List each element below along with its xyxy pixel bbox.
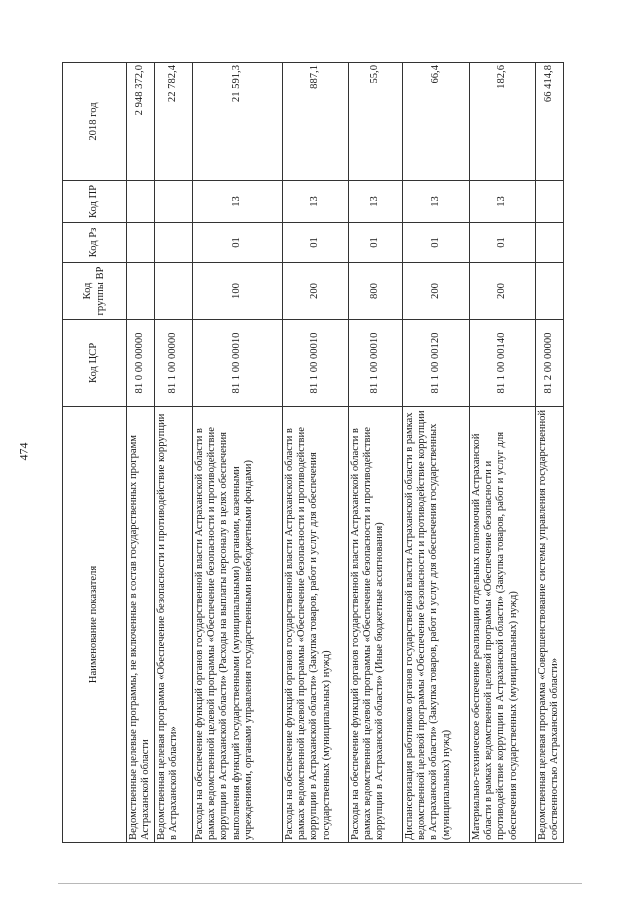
cell-vr <box>127 263 155 320</box>
table-header-row <box>63 63 127 843</box>
cell-pr: 13 <box>470 181 536 223</box>
cell-csr: 81 1 00 00010 <box>349 320 403 407</box>
header-csr: Код ЦСР <box>63 320 127 407</box>
cell-amount: 66,4 <box>403 63 470 181</box>
budget-table <box>62 62 564 843</box>
cell-amount: 55,0 <box>349 63 403 181</box>
cell-rz <box>127 223 155 263</box>
cell-vr: 200 <box>470 263 536 320</box>
cell-csr: 81 0 00 00000 <box>127 320 155 407</box>
table-row <box>127 63 155 843</box>
cell-name: Ведомственные целевые программы, не включенные в состав государственных программ Астраханской области <box>127 407 155 843</box>
cell-vr <box>536 263 564 320</box>
rotated-table-container <box>62 63 559 843</box>
table-row <box>403 63 470 843</box>
table-row <box>155 63 193 843</box>
cell-amount: 21 591,3 <box>193 63 283 181</box>
cell-pr: 13 <box>349 181 403 223</box>
cell-name: Диспансеризация работников органов государственной власти Астраханской области в рамках ведомственной целевой программы «Обеспечение безопасности и противодействие коррупции в Астраханской области» (Закупка товаров, работ и услуг для обеспечения государственных (муниципальных) нужд) <box>403 407 470 843</box>
cell-name: Расходы на обеспечение функций органов государственной власти Астраханской области в рамках ведомственной целевой программы «Обеспечение безопасности и противодействие коррупции в Астраханской области» (Расходы на выплаты персоналу в целях обеспечения выполнения функций государственными (муниципальными) органами, казенными учреждениями, органами управления государственными внебюджетными фондами) <box>193 407 283 843</box>
cell-vr: 800 <box>349 263 403 320</box>
cell-rz: 01 <box>403 223 470 263</box>
cell-csr: 81 2 00 00000 <box>536 320 564 407</box>
header-pr: Код ПР <box>63 181 127 223</box>
cell-csr: 81 1 00 00140 <box>470 320 536 407</box>
scan-edge-line <box>58 883 582 884</box>
cell-name: Ведомственная целевая программа «Совершенствование системы управления государственной собственностью Астраханской области» <box>536 407 564 843</box>
table-row <box>536 63 564 843</box>
table-row <box>470 63 536 843</box>
cell-vr: 100 <box>193 263 283 320</box>
cell-name: Расходы на обеспечение функций органов государственной власти Астраханской области в рамках ведомственной целевой программы «Обеспечение безопасности и противодействие коррупции в Астраханской области» (Закупка товаров, работ и услуг для обеспечения государственных (муниципальных) нужд) <box>283 407 349 843</box>
header-2018: 2018 год <box>63 63 127 181</box>
cell-pr: 13 <box>283 181 349 223</box>
cell-pr <box>127 181 155 223</box>
cell-vr: 200 <box>403 263 470 320</box>
cell-amount: 22 782,4 <box>155 63 193 181</box>
cell-amount: 66 414,8 <box>536 63 564 181</box>
table-row <box>283 63 349 843</box>
cell-amount: 2 948 372,0 <box>127 63 155 181</box>
table-row <box>349 63 403 843</box>
cell-rz <box>536 223 564 263</box>
cell-vr: 200 <box>283 263 349 320</box>
cell-pr: 13 <box>403 181 470 223</box>
cell-name: Материально-техническое обеспечение реализации отдельных полномочий Астраханской области в рамках ведомственной целевой программы «Обеспечение безопасности и противодействие коррупции в Астраханской области» (Закупка товаров, работ и услуг для обеспечения государственных (муниципальных) нужд) <box>470 407 536 843</box>
cell-pr <box>155 181 193 223</box>
cell-rz: 01 <box>193 223 283 263</box>
table-row <box>193 63 283 843</box>
cell-name: Ведомственная целевая программа «Обеспечение безопасности и противодействие коррупции в Астраханской области» <box>155 407 193 843</box>
cell-csr: 81 1 00 00010 <box>283 320 349 407</box>
cell-csr: 81 1 00 00010 <box>193 320 283 407</box>
cell-name: Расходы на обеспечение функций органов государственной власти Астраханской области в рамках ведомственной целевой программы «Обеспечение безопасности и противодействие коррупции в Астраханской области» (Иные бюджетные ассигнования) <box>349 407 403 843</box>
cell-pr: 13 <box>193 181 283 223</box>
cell-pr <box>536 181 564 223</box>
cell-rz <box>155 223 193 263</box>
cell-rz: 01 <box>283 223 349 263</box>
cell-rz: 01 <box>349 223 403 263</box>
cell-amount: 182,6 <box>470 63 536 181</box>
header-name: Наименование показателя <box>63 407 127 843</box>
header-rz: Код Рз <box>63 223 127 263</box>
cell-csr: 81 1 00 00000 <box>155 320 193 407</box>
cell-csr: 81 1 00 00120 <box>403 320 470 407</box>
cell-rz: 01 <box>470 223 536 263</box>
page-number: 474 <box>16 442 31 461</box>
cell-vr <box>155 263 193 320</box>
cell-amount: 887,1 <box>283 63 349 181</box>
header-vr: Код группы ВР <box>63 263 127 320</box>
